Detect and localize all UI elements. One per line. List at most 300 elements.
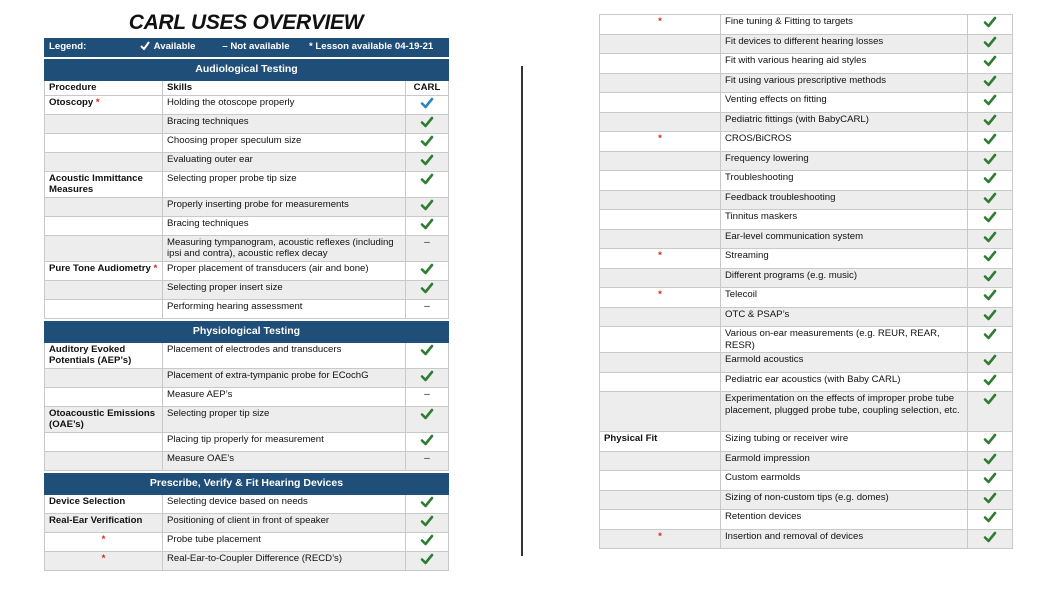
table-row bbox=[45, 235, 449, 261]
carl-status-cell bbox=[406, 532, 449, 551]
skill-label: Holding the otoscope properly bbox=[167, 96, 295, 108]
table-row bbox=[45, 342, 449, 368]
check-icon bbox=[983, 133, 997, 145]
check-icon bbox=[420, 218, 434, 230]
procedure-cell bbox=[45, 197, 163, 216]
procedure-cell bbox=[600, 392, 721, 432]
skill-cell bbox=[721, 15, 968, 35]
skill-label: Streaming bbox=[725, 250, 769, 261]
skill-cell bbox=[163, 171, 406, 197]
skill-cell bbox=[163, 432, 406, 451]
skill-cell bbox=[163, 95, 406, 114]
table-row bbox=[600, 510, 1013, 530]
skill-cell bbox=[721, 93, 968, 113]
skill-label: Earmold acoustics bbox=[725, 354, 804, 365]
skill-label: Various on-ear measurements (e.g. REUR, REAR, RESR) bbox=[725, 328, 940, 351]
table-row bbox=[600, 132, 1013, 152]
skill-cell bbox=[163, 532, 406, 551]
lesson-star-icon: * bbox=[658, 289, 662, 300]
skill-label: CROS/BiCROS bbox=[725, 133, 792, 144]
procedure-cell bbox=[600, 529, 721, 549]
skill-label: Bracing techniques bbox=[167, 115, 249, 127]
skill-cell bbox=[721, 132, 968, 152]
carl-status-cell bbox=[968, 93, 1013, 113]
carl-status-cell bbox=[968, 229, 1013, 249]
procedure-cell bbox=[600, 73, 721, 93]
section-header bbox=[45, 60, 449, 81]
table-row bbox=[45, 406, 449, 432]
procedure-cell bbox=[45, 152, 163, 171]
procedure-cell bbox=[45, 280, 163, 299]
not-available-dash: – bbox=[424, 300, 430, 312]
skill-cell bbox=[163, 387, 406, 406]
skill-cell bbox=[163, 133, 406, 152]
skill-label: Tinnitus maskers bbox=[725, 211, 798, 222]
table-row bbox=[600, 392, 1013, 432]
table-row bbox=[45, 432, 449, 451]
check-icon bbox=[420, 263, 434, 275]
carl-status-cell bbox=[968, 171, 1013, 191]
procedure-cell bbox=[45, 551, 163, 570]
procedure-cell bbox=[600, 353, 721, 373]
procedure-cell bbox=[600, 288, 721, 308]
skill-label: Fine tuning & Fitting to targets bbox=[725, 16, 853, 27]
check-icon bbox=[983, 153, 997, 165]
procedure-label: Otoacoustic Emissions (OAE’s) bbox=[49, 407, 156, 430]
carl-status-cell bbox=[406, 494, 449, 513]
check-icon bbox=[983, 511, 997, 523]
carl-status-cell bbox=[406, 152, 449, 171]
table-row bbox=[600, 190, 1013, 210]
section-title: Prescribe, Verify & Fit Hearing Devices bbox=[45, 473, 449, 494]
procedure-cell bbox=[45, 532, 163, 551]
check-icon bbox=[420, 97, 434, 109]
carl-status-cell bbox=[406, 513, 449, 532]
procedure-cell bbox=[600, 171, 721, 191]
table-row bbox=[600, 93, 1013, 113]
check-icon bbox=[983, 250, 997, 262]
procedure-cell bbox=[45, 216, 163, 235]
skill-cell bbox=[721, 353, 968, 373]
skill-label: Sizing of non-custom tips (e.g. domes) bbox=[725, 491, 889, 503]
skill-label: Measure OAE’s bbox=[167, 452, 235, 464]
skill-label: Telecoil bbox=[725, 289, 757, 300]
not-available-dash: – bbox=[424, 452, 430, 464]
table-row bbox=[45, 513, 449, 532]
skill-label: Fit devices to different hearing losses bbox=[725, 35, 884, 47]
procedure-cell bbox=[600, 210, 721, 230]
skill-label: Selecting device based on needs bbox=[167, 495, 308, 507]
procedure-cell bbox=[45, 114, 163, 133]
procedure-cell bbox=[45, 368, 163, 387]
procedure-cell bbox=[45, 387, 163, 406]
check-icon bbox=[420, 282, 434, 294]
skill-cell bbox=[721, 54, 968, 74]
check-icon bbox=[983, 531, 997, 543]
procedure-label: Real-Ear Verification bbox=[49, 514, 143, 526]
skill-cell bbox=[721, 490, 968, 510]
lesson-star-icon: * bbox=[658, 16, 662, 27]
check-icon bbox=[420, 199, 434, 211]
carl-status-cell bbox=[406, 299, 449, 318]
check-icon bbox=[983, 354, 997, 366]
procedure-cell bbox=[600, 34, 721, 54]
procedure-cell bbox=[45, 95, 163, 114]
check-icon bbox=[983, 192, 997, 204]
procedure-cell bbox=[45, 432, 163, 451]
carl-status-cell bbox=[406, 197, 449, 216]
table-row bbox=[600, 327, 1013, 353]
table-row bbox=[600, 171, 1013, 191]
carl-status-cell bbox=[968, 451, 1013, 471]
skill-cell bbox=[163, 342, 406, 368]
page-title: CARL USES OVERVIEW bbox=[128, 11, 364, 34]
carl-status-cell bbox=[406, 451, 449, 470]
procedure-cell bbox=[600, 432, 721, 452]
carl-status-cell bbox=[968, 15, 1013, 35]
procedure-cell bbox=[600, 490, 721, 510]
carl-status-cell bbox=[968, 112, 1013, 132]
procedure-cell bbox=[45, 133, 163, 152]
carl-status-cell bbox=[968, 54, 1013, 74]
carl-status-cell bbox=[968, 529, 1013, 549]
skill-cell bbox=[163, 152, 406, 171]
carl-status-cell bbox=[968, 307, 1013, 327]
legend-label: Legend: bbox=[49, 41, 87, 52]
skill-label: Pediatric fittings (with BabyCARL) bbox=[725, 113, 869, 125]
procedure-cell bbox=[600, 307, 721, 327]
procedure-cell bbox=[45, 342, 163, 368]
carl-status-cell bbox=[968, 471, 1013, 491]
lesson-star-icon: * bbox=[101, 533, 106, 545]
skill-label: Earmold impression bbox=[725, 452, 810, 464]
skill-label: Choosing proper speculum size bbox=[167, 134, 302, 146]
carl-status-cell bbox=[406, 432, 449, 451]
skill-cell bbox=[163, 451, 406, 470]
skill-label: Selecting proper probe tip size bbox=[167, 172, 297, 184]
carl-status-cell bbox=[968, 392, 1013, 432]
table-row bbox=[600, 34, 1013, 54]
carl-status-cell bbox=[968, 327, 1013, 353]
table-row bbox=[45, 197, 449, 216]
table-row bbox=[600, 15, 1013, 35]
check-icon bbox=[983, 211, 997, 223]
table-row bbox=[45, 114, 449, 133]
check-icon bbox=[983, 374, 997, 386]
skill-label: Different programs (e.g. music) bbox=[725, 269, 858, 281]
check-icon bbox=[983, 114, 997, 126]
lesson-star-icon: * bbox=[101, 552, 106, 564]
carl-status-cell bbox=[968, 372, 1013, 392]
table-row bbox=[45, 133, 449, 152]
skill-label: Measuring tympanogram, acoustic reflexes (including ipsi and contra), acoustic reflex decay bbox=[167, 236, 394, 259]
table-row bbox=[600, 432, 1013, 452]
procedure-label: Auditory Evoked Potentials (AEP’s) bbox=[49, 343, 132, 366]
carl-status-cell bbox=[406, 387, 449, 406]
skill-label: Proper placement of transducers (air and bone) bbox=[167, 262, 369, 274]
table-row bbox=[45, 451, 449, 470]
carl-status-cell bbox=[968, 432, 1013, 452]
carl-status-cell bbox=[406, 551, 449, 570]
table-row bbox=[600, 73, 1013, 93]
skill-cell bbox=[721, 190, 968, 210]
skill-cell bbox=[163, 216, 406, 235]
table-row bbox=[45, 280, 449, 299]
check-icon bbox=[420, 434, 434, 446]
skill-cell bbox=[163, 235, 406, 261]
check-icon bbox=[983, 472, 997, 484]
legend-row bbox=[45, 39, 449, 57]
skill-cell bbox=[721, 210, 968, 230]
table-row bbox=[600, 471, 1013, 491]
procedure-label: Pure Tone Audiometry bbox=[49, 262, 151, 274]
check-icon bbox=[983, 309, 997, 321]
check-icon bbox=[420, 370, 434, 382]
skill-label: Selecting proper tip size bbox=[167, 407, 270, 419]
table-row bbox=[45, 368, 449, 387]
procedure-label: Device Selection bbox=[49, 495, 126, 507]
procedure-cell bbox=[45, 299, 163, 318]
carl-status-cell bbox=[406, 133, 449, 152]
skill-label: Custom earmolds bbox=[725, 472, 801, 483]
skill-cell bbox=[721, 510, 968, 530]
carl-status-cell bbox=[406, 95, 449, 114]
skill-label: Insertion and removal of devices bbox=[725, 530, 864, 542]
skill-cell bbox=[721, 451, 968, 471]
skill-label: Placement of electrodes and transducers bbox=[167, 343, 342, 355]
skill-label: Selecting proper insert size bbox=[167, 281, 283, 293]
procedure-cell bbox=[45, 235, 163, 261]
procedure-cell bbox=[600, 471, 721, 491]
check-icon bbox=[140, 41, 150, 50]
skill-cell bbox=[163, 551, 406, 570]
carl-status-cell bbox=[968, 288, 1013, 308]
skill-cell bbox=[721, 288, 968, 308]
skill-label: Troubleshooting bbox=[725, 172, 794, 183]
check-icon bbox=[983, 328, 997, 340]
skill-cell bbox=[163, 261, 406, 280]
skill-cell bbox=[721, 73, 968, 93]
check-icon bbox=[983, 55, 997, 67]
skill-cell bbox=[163, 114, 406, 133]
carl-status-cell bbox=[968, 73, 1013, 93]
table-row bbox=[45, 551, 449, 570]
column-header-procedure: Procedure bbox=[45, 81, 163, 96]
procedure-cell bbox=[600, 132, 721, 152]
carl-status-cell bbox=[406, 171, 449, 197]
check-icon bbox=[983, 94, 997, 106]
table-row bbox=[600, 229, 1013, 249]
legend-lesson: * Lesson available 04-19-21 bbox=[309, 41, 434, 52]
carl-status-cell bbox=[406, 280, 449, 299]
table-row bbox=[45, 494, 449, 513]
procedure-cell bbox=[45, 171, 163, 197]
skill-cell bbox=[163, 299, 406, 318]
procedure-cell bbox=[600, 54, 721, 74]
table-row bbox=[45, 171, 449, 197]
procedure-cell bbox=[600, 229, 721, 249]
table-row bbox=[600, 249, 1013, 269]
skill-label: Feedback troubleshooting bbox=[725, 191, 836, 203]
procedure-cell bbox=[45, 494, 163, 513]
skill-label: Venting effects on fitting bbox=[725, 94, 827, 105]
legend-not-available: – Not available bbox=[222, 41, 290, 52]
check-icon bbox=[420, 154, 434, 166]
check-icon bbox=[420, 344, 434, 356]
skill-cell bbox=[721, 307, 968, 327]
check-icon bbox=[983, 270, 997, 282]
section-title: Physiological Testing bbox=[45, 321, 449, 342]
check-icon bbox=[420, 515, 434, 527]
carl-status-cell bbox=[968, 353, 1013, 373]
carl-status-cell bbox=[968, 132, 1013, 152]
check-icon bbox=[983, 289, 997, 301]
lesson-star-icon: * bbox=[658, 133, 662, 144]
procedure-cell bbox=[600, 249, 721, 269]
skill-cell bbox=[721, 34, 968, 54]
skill-cell bbox=[163, 197, 406, 216]
procedure-cell bbox=[600, 15, 721, 35]
carl-status-cell bbox=[406, 235, 449, 261]
skill-cell bbox=[721, 171, 968, 191]
table-row bbox=[45, 261, 449, 280]
carl-status-cell bbox=[968, 190, 1013, 210]
column-header-row bbox=[45, 81, 449, 96]
carl-status-cell bbox=[406, 114, 449, 133]
table-row bbox=[45, 216, 449, 235]
table-row bbox=[600, 288, 1013, 308]
skill-cell bbox=[721, 471, 968, 491]
skill-label: Probe tube placement bbox=[167, 533, 261, 545]
procedure-cell bbox=[600, 268, 721, 288]
check-icon bbox=[983, 36, 997, 48]
carl-status-cell bbox=[406, 368, 449, 387]
procedure-label: Acoustic Immittance Measures bbox=[49, 172, 143, 195]
skill-label: Sizing tubing or receiver wire bbox=[725, 433, 849, 444]
table-row bbox=[600, 210, 1013, 230]
not-available-dash: – bbox=[424, 388, 430, 400]
skill-label: Measure AEP’s bbox=[167, 388, 233, 400]
carl-status-cell bbox=[968, 510, 1013, 530]
table-row bbox=[600, 151, 1013, 171]
check-icon bbox=[983, 492, 997, 504]
table-row bbox=[600, 372, 1013, 392]
table-row bbox=[45, 387, 449, 406]
table-row bbox=[45, 152, 449, 171]
check-icon bbox=[983, 453, 997, 465]
skill-cell bbox=[721, 392, 968, 432]
procedure-label: Physical Fit bbox=[604, 433, 658, 444]
table-row bbox=[600, 529, 1013, 549]
procedure-cell bbox=[600, 327, 721, 353]
skill-label: Retention devices bbox=[725, 511, 802, 522]
carl-status-cell bbox=[968, 151, 1013, 171]
procedure-label: Otoscopy bbox=[49, 96, 94, 108]
skill-label: OTC & PSAP’s bbox=[725, 308, 790, 320]
procedure-cell bbox=[600, 451, 721, 471]
check-icon bbox=[420, 116, 434, 128]
check-icon bbox=[983, 75, 997, 87]
column-divider bbox=[521, 66, 523, 556]
lesson-star-icon: * bbox=[93, 96, 100, 108]
procedure-cell bbox=[600, 93, 721, 113]
table-row bbox=[45, 532, 449, 551]
procedure-cell bbox=[600, 510, 721, 530]
table-row bbox=[600, 112, 1013, 132]
skill-cell bbox=[721, 229, 968, 249]
lesson-star-icon: * bbox=[658, 250, 662, 261]
skill-cell bbox=[163, 406, 406, 432]
skill-cell bbox=[721, 112, 968, 132]
section-header bbox=[45, 321, 449, 342]
table-row bbox=[45, 299, 449, 318]
table-row bbox=[600, 451, 1013, 471]
check-icon bbox=[420, 173, 434, 185]
procedure-cell bbox=[600, 190, 721, 210]
section-header bbox=[45, 473, 449, 494]
skill-cell bbox=[721, 432, 968, 452]
carl-status-cell bbox=[406, 216, 449, 235]
skill-label: Pediatric ear acoustics (with Baby CARL) bbox=[725, 373, 901, 385]
right-overview-table bbox=[599, 14, 1013, 549]
check-icon bbox=[983, 393, 997, 405]
check-icon bbox=[420, 496, 434, 508]
skill-label: Evaluating outer ear bbox=[167, 153, 253, 165]
table-row bbox=[600, 307, 1013, 327]
skill-cell bbox=[163, 368, 406, 387]
check-icon bbox=[420, 135, 434, 147]
carl-status-cell bbox=[406, 342, 449, 368]
skill-label: Bracing techniques bbox=[167, 217, 249, 229]
lesson-star-icon: * bbox=[150, 262, 158, 274]
carl-status-cell bbox=[968, 210, 1013, 230]
skill-cell bbox=[163, 494, 406, 513]
check-icon bbox=[420, 534, 434, 546]
skill-label: Placement of extra-tympanic probe for ECochG bbox=[167, 369, 369, 381]
skill-label: Real-Ear-to-Coupler Difference (RECD’s) bbox=[167, 552, 343, 564]
skill-cell bbox=[721, 151, 968, 171]
table-row bbox=[600, 353, 1013, 373]
check-icon bbox=[983, 433, 997, 445]
check-icon bbox=[420, 408, 434, 420]
skill-label: Frequency lowering bbox=[725, 152, 809, 164]
check-icon bbox=[983, 172, 997, 184]
lesson-star-icon: * bbox=[658, 530, 662, 542]
table-row bbox=[600, 490, 1013, 510]
skill-label: Positioning of client in front of speaker bbox=[167, 514, 330, 526]
table-row bbox=[600, 54, 1013, 74]
column-header-skills: Skills bbox=[163, 81, 406, 96]
procedure-cell bbox=[45, 406, 163, 432]
column-header-carl: CARL bbox=[406, 81, 449, 96]
section-title: Audiological Testing bbox=[45, 60, 449, 81]
legend-available: Available bbox=[153, 41, 196, 52]
procedure-cell bbox=[600, 151, 721, 171]
carl-status-cell bbox=[968, 249, 1013, 269]
skill-label: Properly inserting probe for measurements bbox=[167, 198, 349, 210]
skill-cell bbox=[163, 513, 406, 532]
procedure-cell bbox=[600, 372, 721, 392]
table-row bbox=[600, 268, 1013, 288]
skill-cell bbox=[721, 529, 968, 549]
carl-status-cell bbox=[968, 490, 1013, 510]
skill-label: Placing tip properly for measurement bbox=[167, 433, 324, 445]
not-available-dash: – bbox=[424, 236, 430, 248]
procedure-cell bbox=[45, 261, 163, 280]
left-overview-table bbox=[44, 38, 449, 571]
skill-cell bbox=[721, 327, 968, 353]
skill-label: Experimentation on the effects of improper probe tube placement, plugged probe tube, coupling selection, etc. bbox=[725, 393, 960, 416]
